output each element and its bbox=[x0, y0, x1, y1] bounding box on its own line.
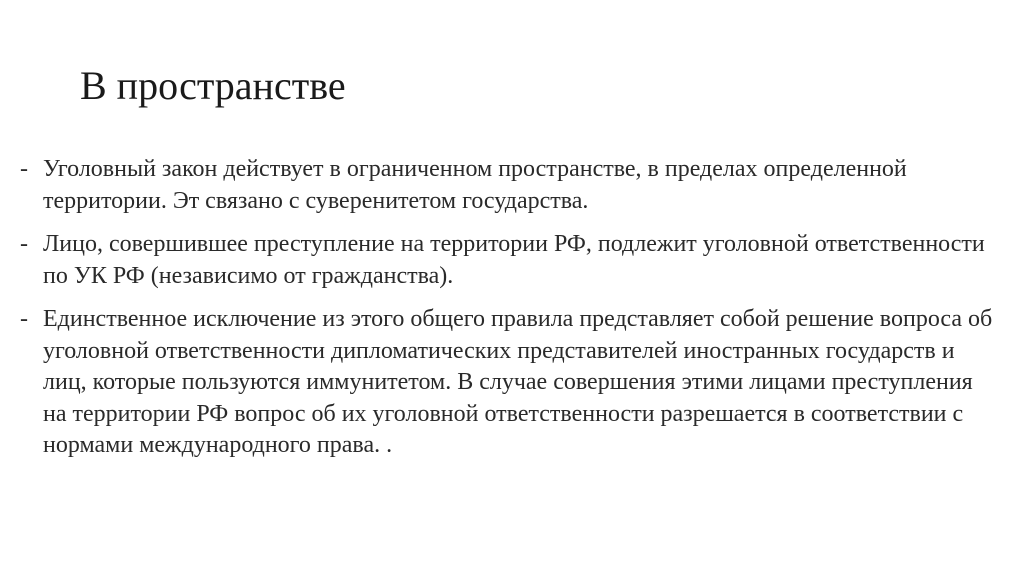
bullet-marker: - bbox=[20, 156, 28, 182]
bullet-item bbox=[20, 304, 1000, 462]
bullet-marker: - bbox=[20, 231, 28, 257]
bullet-text: Единственное исключение из этого общего правила представляет собой решение вопроса об уголовной ответственности дипломатических представителей иностранных государств и лиц, которые пользуются иммунитетом. В случае совершения этими лицами преступления на территории РФ вопрос об их уголовной ответственности разрешается в соответствии с нормами международного права. . bbox=[43, 306, 993, 458]
bullet-text: Лицо, совершившее преступление на территории РФ, подлежит уголовной ответственности по УК РФ (независимо от гражданства). bbox=[43, 231, 985, 289]
bullet-item bbox=[20, 154, 1000, 217]
bullet-list bbox=[20, 154, 1000, 474]
bullet-text: Уголовный закон действует в ограниченном пространстве, в пределах определенной территории. Эт связано с суверенитетом государства. bbox=[43, 156, 907, 214]
slide-title: В пространстве bbox=[80, 63, 346, 108]
bullet-marker: - bbox=[20, 306, 28, 332]
bullet-item bbox=[20, 229, 1000, 292]
